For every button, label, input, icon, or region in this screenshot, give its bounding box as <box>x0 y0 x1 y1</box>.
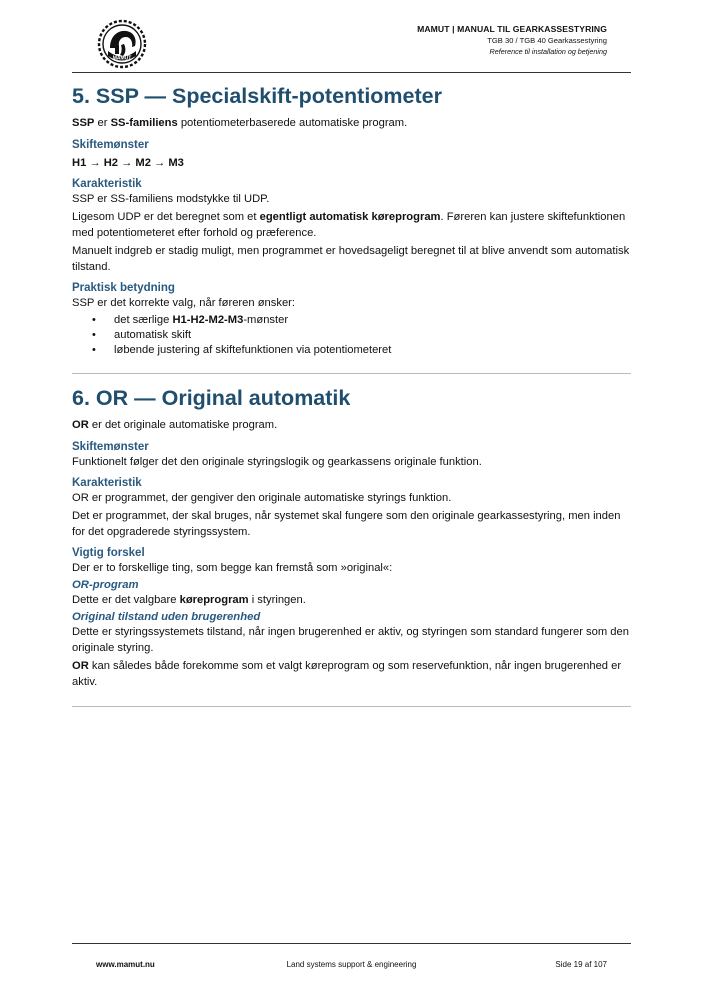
page-footer <box>72 943 631 974</box>
list-item: • automatisk skift <box>114 328 631 343</box>
document-title: MAMUT | MANUAL TIL GEARKASSESTYRING <box>417 24 607 34</box>
or-characteristic-p1: OR er programmet, der gengiver den originale automatiske styrings funktion. <box>72 492 452 504</box>
header-text <box>417 24 607 57</box>
or-intro: OR er det originale automatiske program. <box>72 419 278 431</box>
ssp-characteristic-p2: Ligesom UDP er det beregnet som et egentligt automatisk køreprogram. Føreren kan justere skiftefunktionen med potentiometeret efter forhold og præference. <box>72 211 626 239</box>
ssp-practical-intro: SSP er det korrekte valg, når føreren ønsker: <box>72 297 296 309</box>
ssp-characteristic-p1: SSP er SS-familiens modstykke til UDP. <box>72 193 270 205</box>
ssp-pattern-heading: Skiftemønster <box>72 139 149 151</box>
footer-website: www.mamut.nu <box>96 960 155 969</box>
ssp-intro: SSP er SS-familiens potentiometerbaserede automatiske program. <box>72 117 408 129</box>
or-pattern-text: Funktionelt følger det den originale styringslogik og gearkassens originale funktion. <box>72 456 482 468</box>
document-reference: Reference til installation og betjening <box>489 47 607 56</box>
or-pattern-heading: Skiftemønster <box>72 441 149 453</box>
ssp-characteristic-heading: Karakteristik <box>72 178 142 190</box>
page-content <box>72 82 631 707</box>
or-characteristic-heading: Karakteristik <box>72 477 142 489</box>
mamut-logo <box>96 18 148 70</box>
or-difference-heading: Vigtig forskel <box>72 547 145 559</box>
or-closing: OR kan således både forekomme som et valgt køreprogram og som reservefunktion, når ingen brugerenhed er aktiv. <box>72 660 622 688</box>
original-state-subheading: Original tilstand uden brugerenhed <box>72 611 261 623</box>
ssp-practical-heading: Praktisk betydning <box>72 282 175 294</box>
or-program-subheading: OR-program <box>72 579 139 591</box>
ssp-pattern: H1 → H2 → M2 → M3 <box>72 157 184 169</box>
original-state-text: Dette er styringssystemets tilstand, når ingen brugerenhed er aktiv, og styringen som standard fungerer som den originale styring. <box>72 626 629 654</box>
svg-text:MAMUT: MAMUT <box>112 55 132 62</box>
ssp-characteristic-p3: Manuelt indgreb er stadig muligt, men programmet er hovedsageligt beregnet til at blive anvendt som automatisk tilstand. <box>72 245 630 273</box>
or-difference-intro: Der er to forskellige ting, som begge kan fremstå som »original«: <box>72 562 393 574</box>
ssp-practical-list <box>72 313 631 358</box>
footer-page-number: Side 19 af 107 <box>555 960 607 969</box>
section-divider <box>72 706 631 707</box>
or-characteristic-p2: Det er programmet, der skal bruges, når systemet skal fungere som den originale gearkassestyring, men inden for det opgraderede styringssystem. <box>72 510 621 538</box>
footer-tagline: Land systems support & engineering <box>286 960 417 969</box>
document-subtitle: TGB 30 / TGB 40 Gearkassestyring <box>487 36 607 45</box>
section-6-heading: 6. OR — Original automatik <box>72 386 351 410</box>
page-header <box>72 14 631 73</box>
section-5-heading: 5. SSP — Specialskift-potentiometer <box>72 84 442 108</box>
list-item: • løbende justering af skiftefunktionen via potentiometeret <box>114 343 631 358</box>
or-program-text: Dette er det valgbare køreprogram i styringen. <box>72 594 306 606</box>
section-divider <box>72 373 631 374</box>
list-item: • det særlige H1-H2-M2-M3-mønster <box>114 313 631 328</box>
